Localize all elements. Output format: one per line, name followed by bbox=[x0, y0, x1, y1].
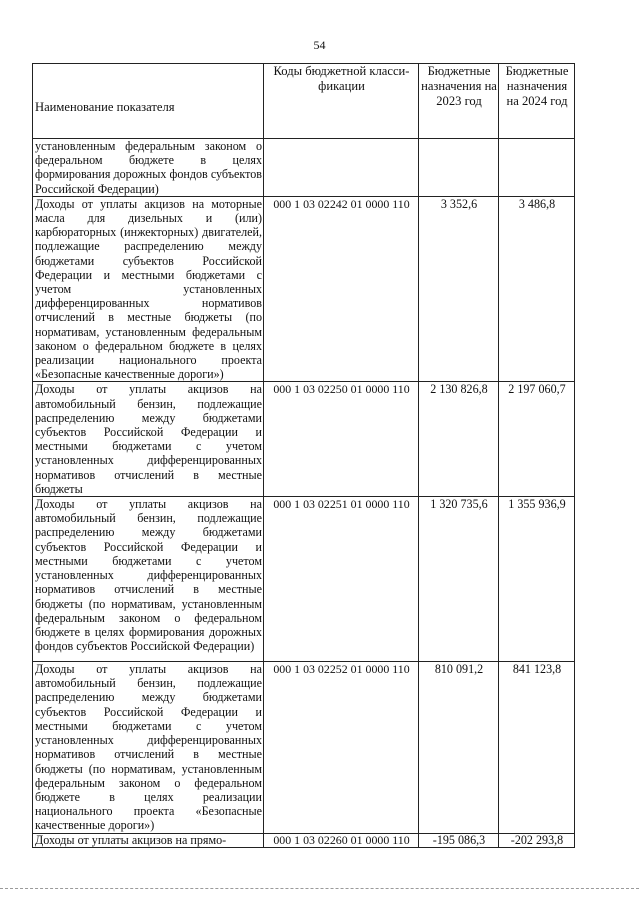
row-value-2023: 810 091,2 bbox=[419, 662, 499, 833]
row-name: Доходы от уплаты акцизов на автомобильный бензин, подлежащие распределению между бюджетами субъектов Российской Федерации и местными бюджетами с учетом установленных дифференцированных нормативов отчислений в местные бюджеты (по нормативам, установленным федеральным законом о федеральном бюджете в целях реализации национального проекта «Безопасные качественные дороги») bbox=[33, 662, 264, 833]
header-year-2024: Бюджетные назначения на 2024 год bbox=[499, 64, 575, 139]
row-value-2024: 841 123,8 bbox=[499, 662, 575, 833]
row-code: 000 1 03 02260 01 0000 110 bbox=[264, 833, 419, 847]
table-row bbox=[33, 139, 575, 197]
row-name: Доходы от уплаты акцизов на прямо- bbox=[33, 833, 264, 847]
row-code: 000 1 03 02250 01 0000 110 bbox=[264, 382, 419, 497]
header-name: Наименование показателя bbox=[33, 64, 264, 139]
table-row bbox=[33, 497, 575, 662]
table-row bbox=[33, 196, 575, 382]
table-row bbox=[33, 382, 575, 497]
row-code: 000 1 03 02242 01 0000 110 bbox=[264, 196, 419, 382]
page-number: 54 bbox=[313, 38, 326, 52]
header-year-2023: Бюджетные назначения на 2023 год bbox=[419, 64, 499, 139]
row-value-2024: -202 293,8 bbox=[499, 833, 575, 847]
table-row bbox=[33, 662, 575, 833]
header-codes: Коды бюджетной класси-фикации bbox=[264, 64, 419, 139]
row-value-2024: 3 486,8 bbox=[499, 196, 575, 382]
row-name: Доходы от уплаты акцизов на моторные масла для дизельных и (или) карбюраторных (инжекторных) двигателей, подлежащие распределению между бюджетами субъектов Российской Федерации и местными бюджетами с учетом установленных дифференцированных нормативов отчислений в местные бюджеты (по нормативам, установленным федеральным законом о федеральном бюджете в целях реализации национального проекта «Безопасные качественные дороги») bbox=[33, 196, 264, 382]
row-code bbox=[264, 139, 419, 197]
table-row bbox=[33, 833, 575, 847]
table-header-row bbox=[33, 64, 575, 139]
row-name: Доходы от уплаты акцизов на автомобильный бензин, подлежащие распределению между бюджетами субъектов Российской Федерации и местными бюджетами с учетом установленных дифференцированных нормативов отчислений в местные бюджеты (по нормативам, установленным федеральным законом о федеральном бюджете в целях формирования дорожных фондов субъектов Российской Федерации) bbox=[33, 497, 264, 662]
row-value-2024 bbox=[499, 139, 575, 197]
row-name: Доходы от уплаты акцизов на автомобильный бензин, подлежащие распределению между бюджетами субъектов Российской Федерации и местными бюджетами с учетом установленных дифференцированных нормативов отчислений в местные бюджеты bbox=[33, 382, 264, 497]
row-value-2023: -195 086,3 bbox=[419, 833, 499, 847]
row-code: 000 1 03 02252 01 0000 110 bbox=[264, 662, 419, 833]
budget-table bbox=[32, 63, 575, 848]
row-name: установленным федеральным законом о федеральном бюджете в целях формирования дорожных фондов субъектов Российской Федерации) bbox=[33, 139, 264, 197]
row-value-2023: 2 130 826,8 bbox=[419, 382, 499, 497]
row-value-2023 bbox=[419, 139, 499, 197]
row-value-2024: 1 355 936,9 bbox=[499, 497, 575, 662]
page-bottom-rule bbox=[0, 888, 639, 889]
row-value-2023: 1 320 735,6 bbox=[419, 497, 499, 662]
row-value-2023: 3 352,6 bbox=[419, 196, 499, 382]
row-value-2024: 2 197 060,7 bbox=[499, 382, 575, 497]
row-code: 000 1 03 02251 01 0000 110 bbox=[264, 497, 419, 662]
